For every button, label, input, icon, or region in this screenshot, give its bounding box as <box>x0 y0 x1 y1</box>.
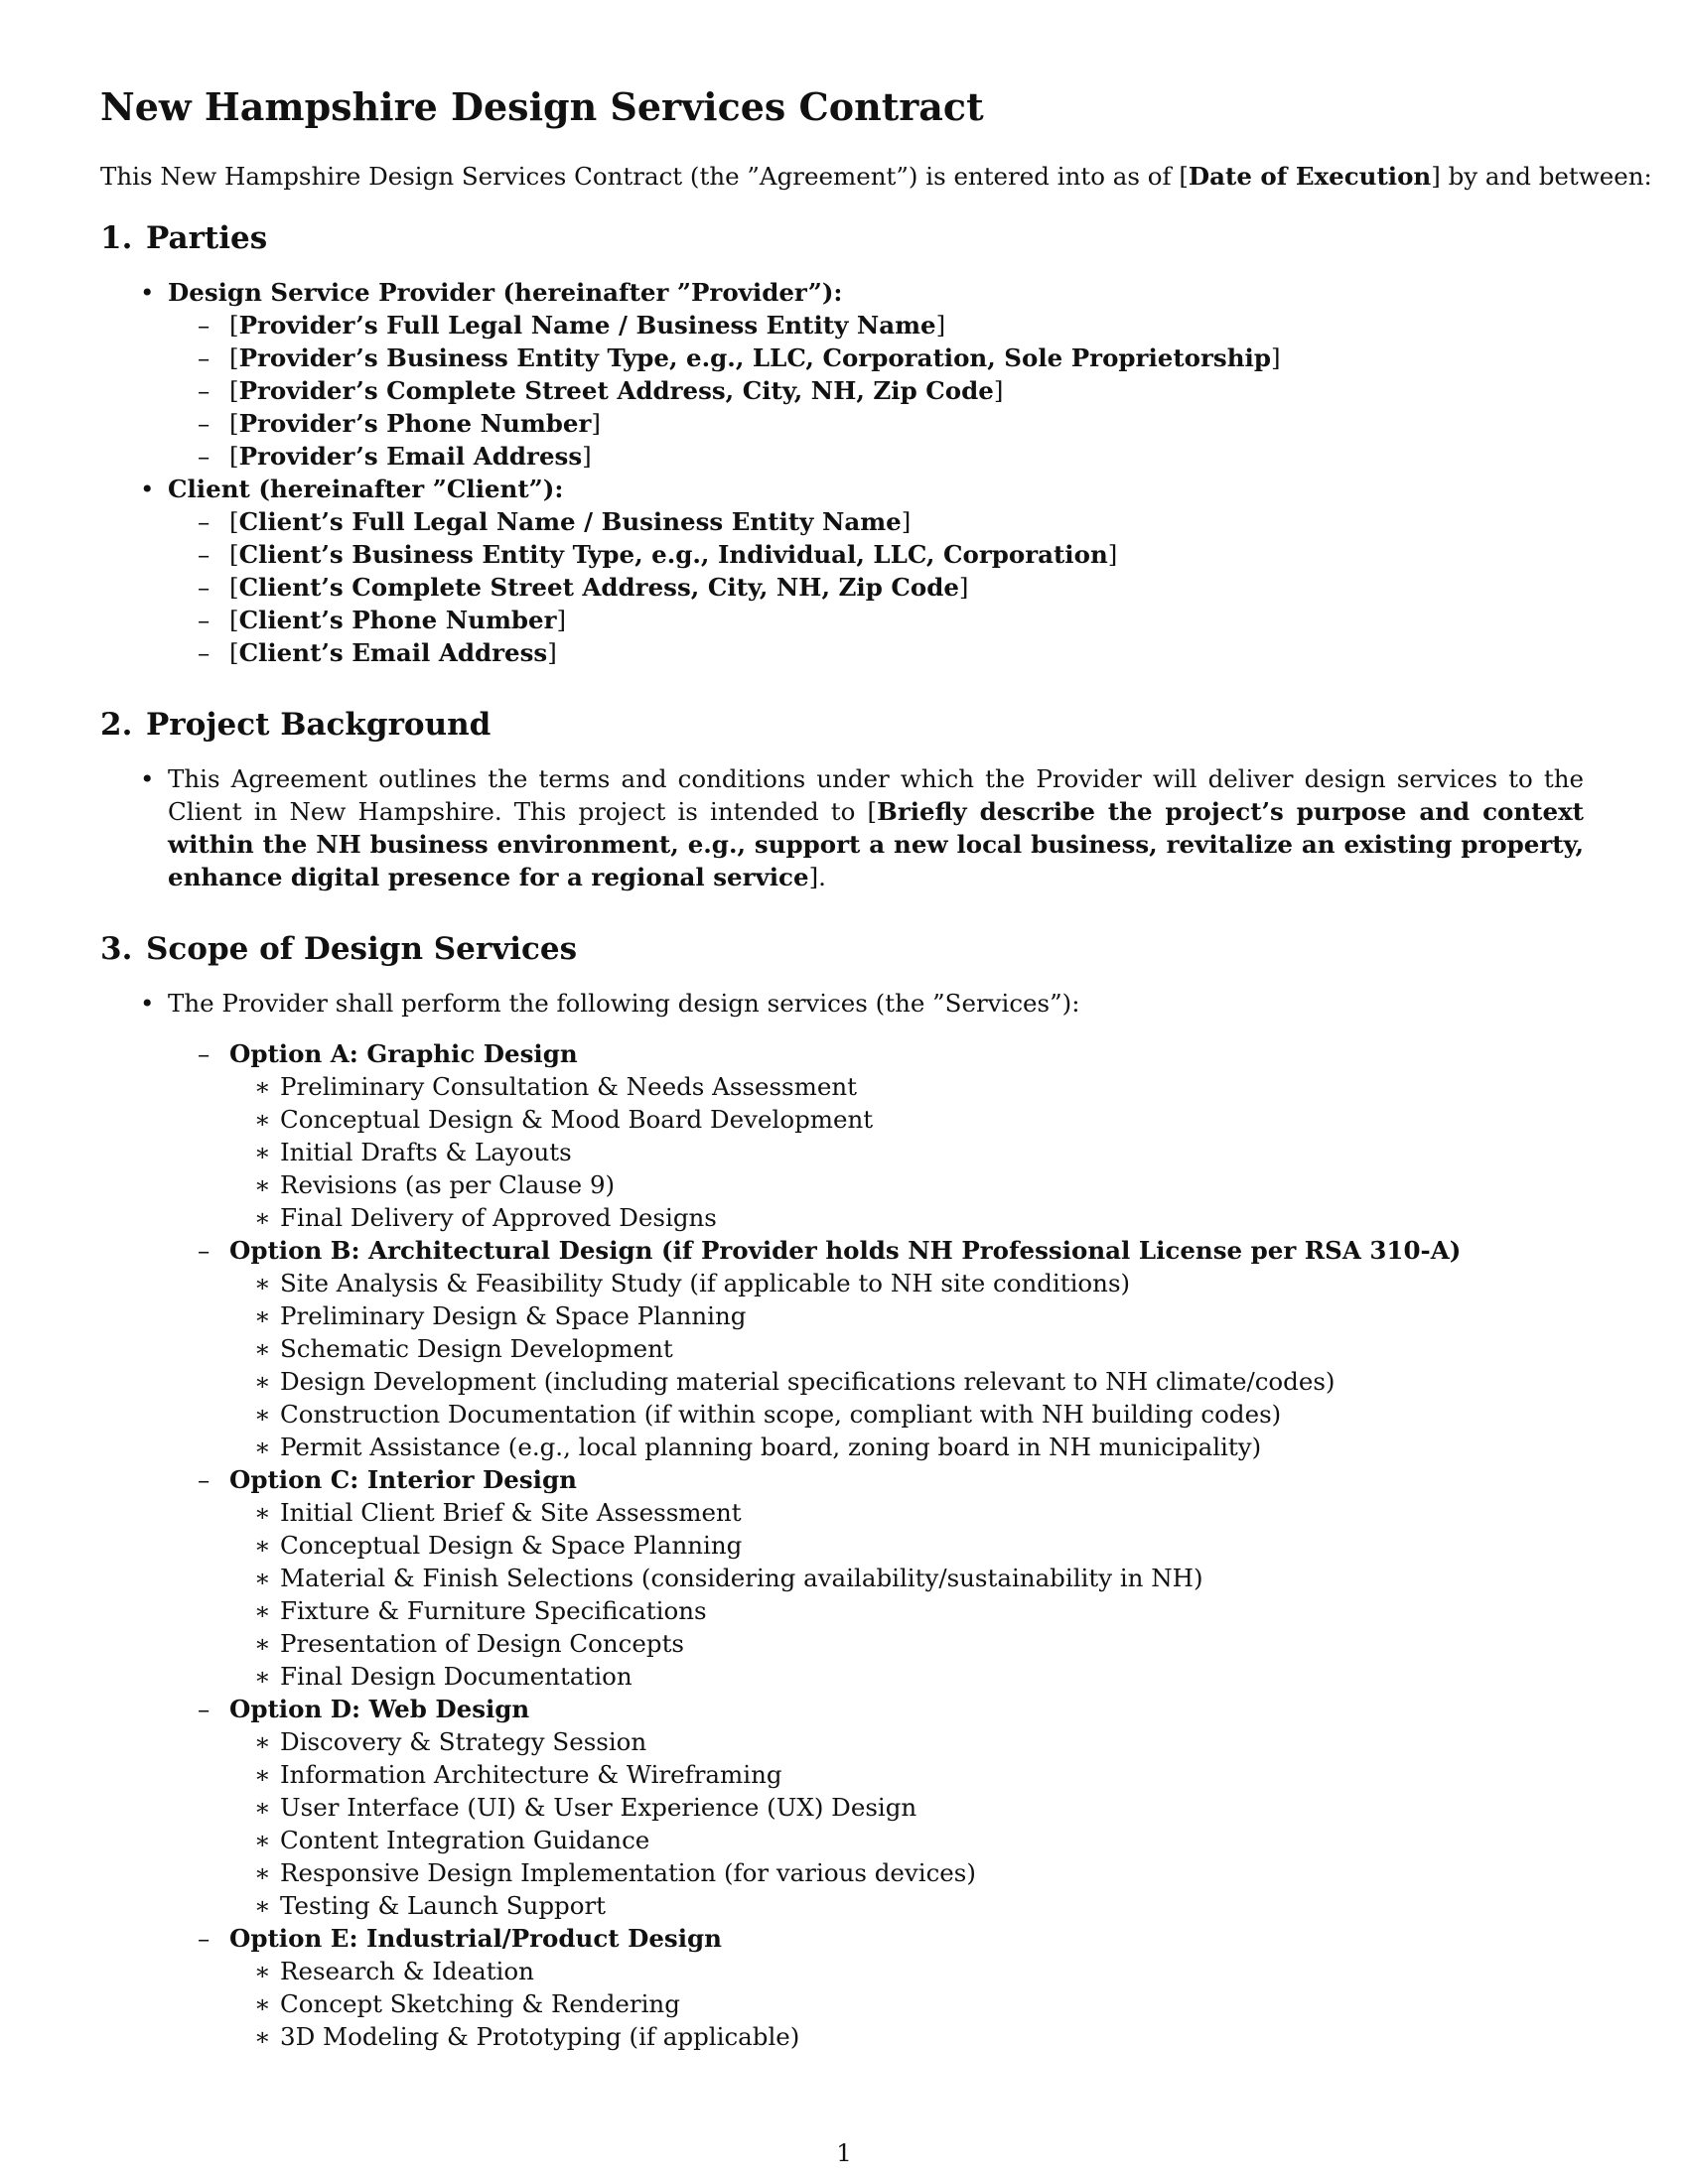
design-option-label: Option C: Interior Design <box>229 1465 577 1494</box>
design-task-item: ∗ Site Analysis & Feasibility Study (if applicable to NH site conditions) <box>229 1267 1590 1299</box>
design-task-item: ∗ Concept Sketching & Rendering <box>229 1987 1590 2020</box>
design-task-item: ∗ Construction Documentation (if within scope, compliant with NH building codes) <box>229 1398 1590 1431</box>
design-task-item: ∗ Preliminary Consultation & Needs Assessment <box>229 1070 1590 1103</box>
scope-intro-entry <box>100 987 1590 2053</box>
section-scope <box>100 929 1590 2053</box>
background-list <box>100 762 1590 893</box>
parties-list <box>100 276 1590 669</box>
design-option-tasks <box>229 1955 1590 2053</box>
provider-label: Design Service Provider (hereinafter ”Provider”): <box>168 278 843 307</box>
design-task-item: ∗ Permit Assistance (e.g., local planning board, zoning board in NH municipality) <box>229 1431 1590 1463</box>
placeholder-text: Client’s Complete Street Address, City, NH, Zip Code <box>238 573 959 602</box>
design-task-item: ∗ Conceptual Design & Space Planning <box>229 1529 1590 1562</box>
section-number: 2. <box>100 707 133 743</box>
provider-entry <box>100 276 1590 473</box>
design-task-item: ∗ Revisions (as per Clause 9) <box>229 1168 1590 1201</box>
placeholder-text: Provider’s Phone Number <box>238 409 592 438</box>
section-background <box>100 705 1590 893</box>
placeholder-text: Client’s Full Legal Name / Business Entity Name <box>238 507 902 536</box>
placeholder-text: Client’s Phone Number <box>238 606 557 634</box>
design-task-item: ∗ Discovery & Strategy Session <box>229 1725 1590 1758</box>
section-title: Project Background <box>146 707 492 743</box>
design-task-item: ∗ Initial Drafts & Layouts <box>229 1136 1590 1168</box>
design-option-tasks <box>229 1070 1590 1234</box>
page-number: 1 <box>836 2138 852 2167</box>
design-task-item: ∗ Conceptual Design & Mood Board Development <box>229 1103 1590 1136</box>
design-task-item: ∗ User Interface (UI) & User Experience (UX) Design <box>229 1791 1590 1824</box>
design-option <box>168 1922 1590 2053</box>
provider-detail-item: – [Provider’s Phone Number] <box>168 407 1590 440</box>
background-paragraph <box>100 762 1590 893</box>
section-heading <box>100 218 1590 258</box>
client-detail-item: – [Client’s Complete Street Address, City, NH, Zip Code] <box>168 571 1590 604</box>
design-option-label: Option B: Architectural Design (if Provider holds NH Professional License per RSA 310-A) <box>229 1236 1462 1265</box>
design-option <box>168 1234 1590 1463</box>
placeholder-text: Provider’s Business Entity Type, e.g., LLC, Corporation, Sole Proprietorship <box>238 343 1271 372</box>
intro-text-after: ] by and between: <box>1431 162 1652 191</box>
client-entry <box>100 473 1590 669</box>
design-task-item: ∗ Design Development (including material specifications relevant to NH climate/codes) <box>229 1365 1590 1398</box>
provider-detail-item: – [Provider’s Complete Street Address, City, NH, Zip Code] <box>168 374 1590 407</box>
design-option-label: Option A: Graphic Design <box>229 1039 578 1068</box>
section-title: Scope of Design Services <box>146 931 578 967</box>
section-number: 1. <box>100 220 133 256</box>
provider-detail-item: – [Provider’s Email Address] <box>168 440 1590 473</box>
design-options-list <box>168 1037 1590 2053</box>
placeholder-text: Client’s Email Address <box>238 638 548 667</box>
placeholder-text: Provider’s Full Legal Name / Business Entity Name <box>238 311 936 340</box>
background-text-end: ]. <box>808 863 826 891</box>
section-title: Parties <box>146 220 268 256</box>
section-parties <box>100 218 1590 669</box>
design-option-label: Option E: Industrial/Product Design <box>229 1924 722 1953</box>
scope-list <box>100 987 1590 2053</box>
document-page <box>100 84 1652 2089</box>
section-heading <box>100 705 1590 745</box>
design-option <box>168 1693 1590 1922</box>
intro-text-before: This New Hampshire Design Services Contract (the ”Agreement”) is entered into as of [ <box>100 162 1189 191</box>
design-task-item: ∗ Information Architecture & Wireframing <box>229 1758 1590 1791</box>
design-task-item: ∗ Research & Ideation <box>229 1955 1590 1987</box>
provider-detail-item: – [Provider’s Business Entity Type, e.g., LLC, Corporation, Sole Proprietorship] <box>168 341 1590 374</box>
section-number: 3. <box>100 931 133 967</box>
placeholder-text: Provider’s Email Address <box>238 442 583 471</box>
client-detail-item: – [Client’s Email Address] <box>168 636 1590 669</box>
design-task-item: ∗ Content Integration Guidance <box>229 1824 1590 1856</box>
document-title: New Hampshire Design Services Contract <box>100 84 984 129</box>
client-detail-item: – [Client’s Full Legal Name / Business Entity Name] <box>168 505 1590 538</box>
design-option <box>168 1463 1590 1693</box>
design-task-item: ∗ Final Delivery of Approved Designs <box>229 1201 1590 1234</box>
design-task-item: ∗ 3D Modeling & Prototyping (if applicable) <box>229 2020 1590 2053</box>
project-purpose-placeholder: Briefly describe the project’s purpose and context within the NH business environment, e.g., support a new local business, revitalize an existing property, enhance digital presence for a regional service <box>168 797 1584 891</box>
design-task-item: ∗ Preliminary Design & Space Planning <box>229 1299 1590 1332</box>
design-task-item: ∗ Initial Client Brief & Site Assessment <box>229 1496 1590 1529</box>
design-task-item: ∗ Responsive Design Implementation (for various devices) <box>229 1856 1590 1889</box>
design-task-item: ∗ Fixture & Furniture Specifications <box>229 1594 1590 1627</box>
design-option-label: Option D: Web Design <box>229 1695 530 1723</box>
scope-intro: The Provider shall perform the following design services (the ”Services”): <box>168 989 1080 1018</box>
client-label: Client (hereinafter ”Client”): <box>168 475 564 503</box>
date-placeholder: Date of Execution <box>1188 162 1432 191</box>
section-heading <box>100 929 1590 969</box>
background-text: This Agreement outlines the terms and conditions under which the Provider will deliver design services to the Client in New Hampshire. This project is intended to [ <box>168 764 1584 826</box>
placeholder-text: Client’s Business Entity Type, e.g., Individual, LLC, Corporation <box>238 540 1108 569</box>
design-task-item: ∗ Final Design Documentation <box>229 1660 1590 1693</box>
design-option <box>168 1037 1590 1234</box>
intro-paragraph <box>100 160 1652 193</box>
design-task-item: ∗ Testing & Launch Support <box>229 1889 1590 1922</box>
placeholder-text: Provider’s Complete Street Address, City, NH, Zip Code <box>238 376 994 405</box>
design-option-tasks <box>229 1496 1590 1693</box>
client-detail-item: – [Client’s Phone Number] <box>168 604 1590 636</box>
design-task-item: ∗ Material & Finish Selections (considering availability/sustainability in NH) <box>229 1562 1590 1594</box>
design-option-tasks <box>229 1267 1590 1463</box>
client-details <box>168 505 1590 669</box>
client-detail-item: – [Client’s Business Entity Type, e.g., Individual, LLC, Corporation] <box>168 538 1590 571</box>
provider-detail-item: – [Provider’s Full Legal Name / Business Entity Name] <box>168 309 1590 341</box>
design-task-item: ∗ Presentation of Design Concepts <box>229 1627 1590 1660</box>
design-task-item: ∗ Schematic Design Development <box>229 1332 1590 1365</box>
provider-details <box>168 309 1590 473</box>
design-option-tasks <box>229 1725 1590 1922</box>
